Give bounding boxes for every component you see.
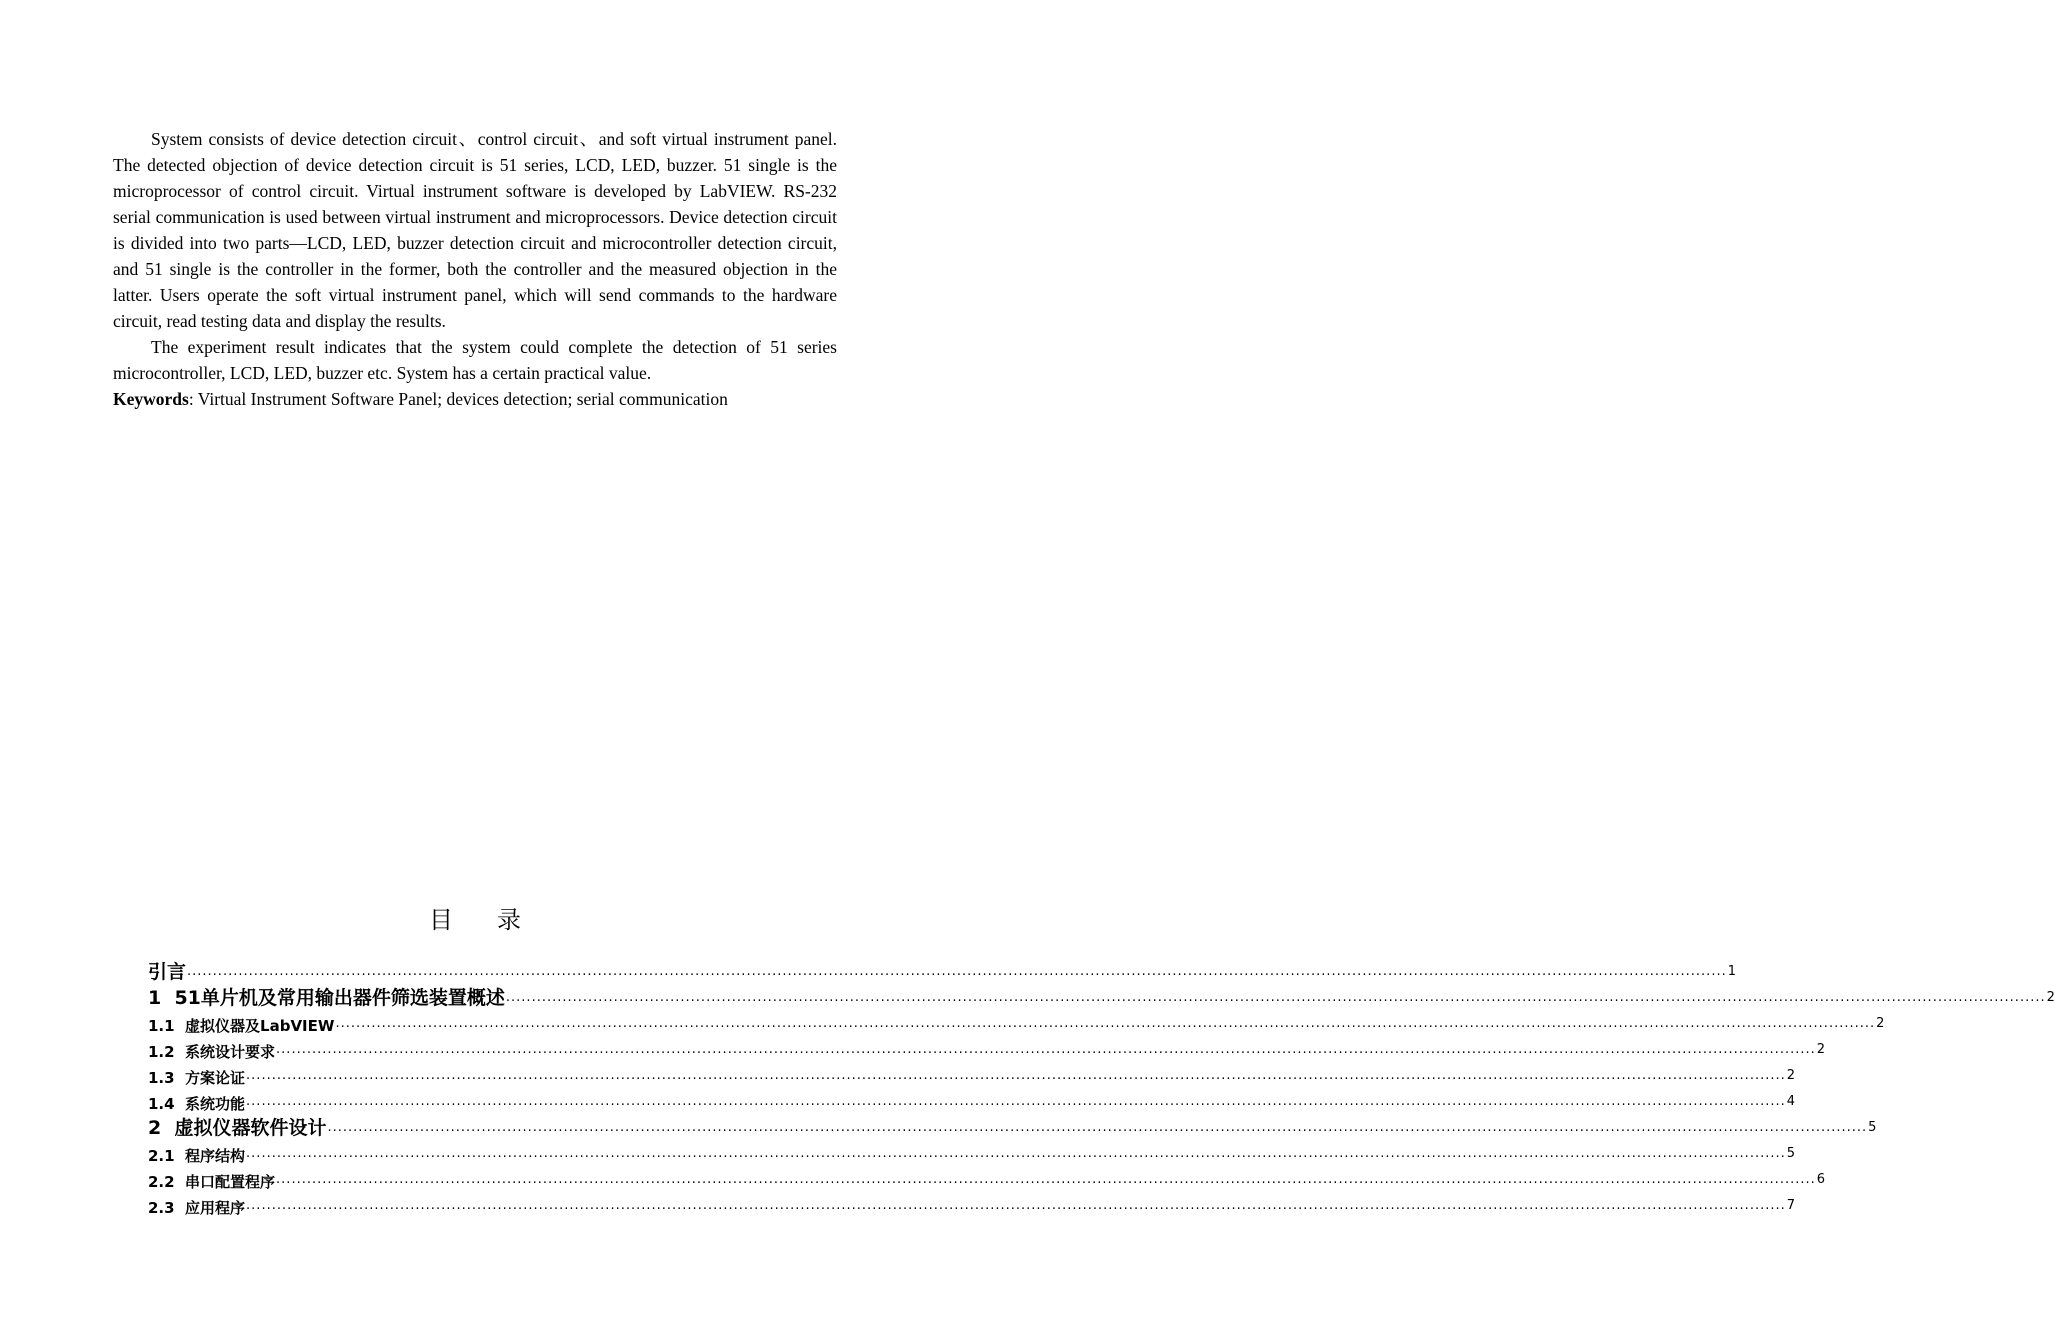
toc-entry-number: 2.2 (148, 1173, 186, 1191)
toc-leader-dots: ............................................................................................................................................................................................................................................................................................................ (335, 1016, 1876, 1031)
toc-leader-dots: ............................................................................................................................................................................................................................................................................................................ (505, 990, 2046, 1005)
toc-entry[interactable] (148, 1062, 1796, 1088)
toc-entry-page-number: 2 (1876, 1016, 1885, 1031)
toc-title: 目录 (429, 906, 565, 934)
toc-entry-number: 1.4 (148, 1095, 186, 1113)
toc-entry-label: 51单片机及常用输出器件筛选装置概述 (174, 987, 505, 1009)
toc-entry[interactable] (148, 1010, 1885, 1036)
toc-entry-number: 2 (148, 1117, 175, 1139)
toc-entry-label: 程序结构 (185, 1147, 246, 1165)
table-of-contents (148, 958, 2055, 1218)
toc-entry-number: 2.3 (148, 1199, 186, 1217)
toc-entry[interactable] (148, 1192, 1796, 1218)
toc-entry[interactable] (148, 1140, 1796, 1166)
abstract-section (113, 126, 837, 412)
toc-leader-dots: ............................................................................................................................................................................................................................................................................................................ (327, 1120, 1868, 1135)
toc-entry-page-number: 5 (1786, 1146, 1796, 1161)
toc-entry-number: 1.1 (148, 1017, 186, 1035)
toc-entry-page-number: 1 (1727, 964, 1736, 979)
toc-entry-page-number: 6 (1816, 1172, 1826, 1187)
keywords-label: Keywords (113, 389, 189, 409)
toc-leader-dots: ............................................................................................................................................................................................................................................................................................................ (276, 1172, 1816, 1187)
toc-leader-dots: ............................................................................................................................................................................................................................................................................................................ (246, 1146, 1786, 1161)
toc-entry-label: 方案论证 (185, 1069, 246, 1087)
toc-entry-page-number: 4 (1786, 1094, 1796, 1109)
toc-entry-label: 虚拟仪器及LabVIEW (185, 1017, 335, 1035)
toc-entry-number: 2.1 (148, 1147, 186, 1165)
toc-entry[interactable] (148, 1088, 1796, 1114)
toc-entry-page-number: 2 (2046, 990, 2055, 1005)
toc-leader-dots: ............................................................................................................................................................................................................................................................................................................ (187, 964, 1727, 979)
toc-entry-label: 系统功能 (185, 1095, 246, 1113)
toc-entry-label: 引言 (148, 961, 187, 983)
toc-entry[interactable] (148, 1036, 1826, 1062)
toc-entry[interactable] (148, 958, 1736, 984)
toc-entry-page-number: 7 (1786, 1198, 1796, 1213)
toc-entry[interactable] (148, 1114, 1877, 1140)
toc-entry-label: 系统设计要求 (185, 1043, 276, 1061)
toc-entry-number: 1.2 (148, 1043, 186, 1061)
toc-entry-page-number: 2 (1786, 1068, 1796, 1083)
toc-entry-label: 虚拟仪器软件设计 (174, 1117, 327, 1139)
toc-entry-label: 串口配置程序 (185, 1173, 276, 1191)
toc-leader-dots: ............................................................................................................................................................................................................................................................................................................ (276, 1042, 1816, 1057)
toc-entry-number: 1 (148, 987, 175, 1009)
toc-entry[interactable] (148, 1166, 1826, 1192)
abstract-paragraph-2: The experiment result indicates that the system could complete the detection of 51 series microcontroller, LCD, LED, buzzer etc. System has a certain practical value. (113, 337, 837, 383)
toc-entry[interactable] (148, 984, 2055, 1010)
toc-leader-dots: ............................................................................................................................................................................................................................................................................................................ (246, 1068, 1786, 1083)
keywords-line (113, 386, 837, 412)
toc-entry-label: 应用程序 (185, 1199, 246, 1217)
toc-leader-dots: ............................................................................................................................................................................................................................................................................................................ (246, 1198, 1786, 1213)
toc-leader-dots: ............................................................................................................................................................................................................................................................................................................ (246, 1094, 1786, 1109)
toc-entry-page-number: 2 (1816, 1042, 1826, 1057)
toc-entry-page-number: 5 (1868, 1120, 1877, 1135)
abstract-paragraph-1: System consists of device detection circuit、control circuit、and soft virtual instrument panel. The detected objection of device detection circuit is 51 series, LCD, LED, buzzer. 51 single is the microprocessor of control circuit. Virtual instrument software is developed by LabVIEW. RS-232 serial communication is used between virtual instrument and microprocessors. Device detection circuit is divided into two parts—LCD, LED, buzzer detection circuit and microcontroller detection circuit, and 51 single is the controller in the former, both the controller and the measured objection in the latter. Users operate the soft virtual instrument panel, which will send commands to the hardware circuit, read testing data and display the results. (113, 129, 837, 331)
toc-entry-number: 1.3 (148, 1069, 186, 1087)
keywords-text: : Virtual Instrument Software Panel; devices detection; serial communication (188, 389, 728, 409)
